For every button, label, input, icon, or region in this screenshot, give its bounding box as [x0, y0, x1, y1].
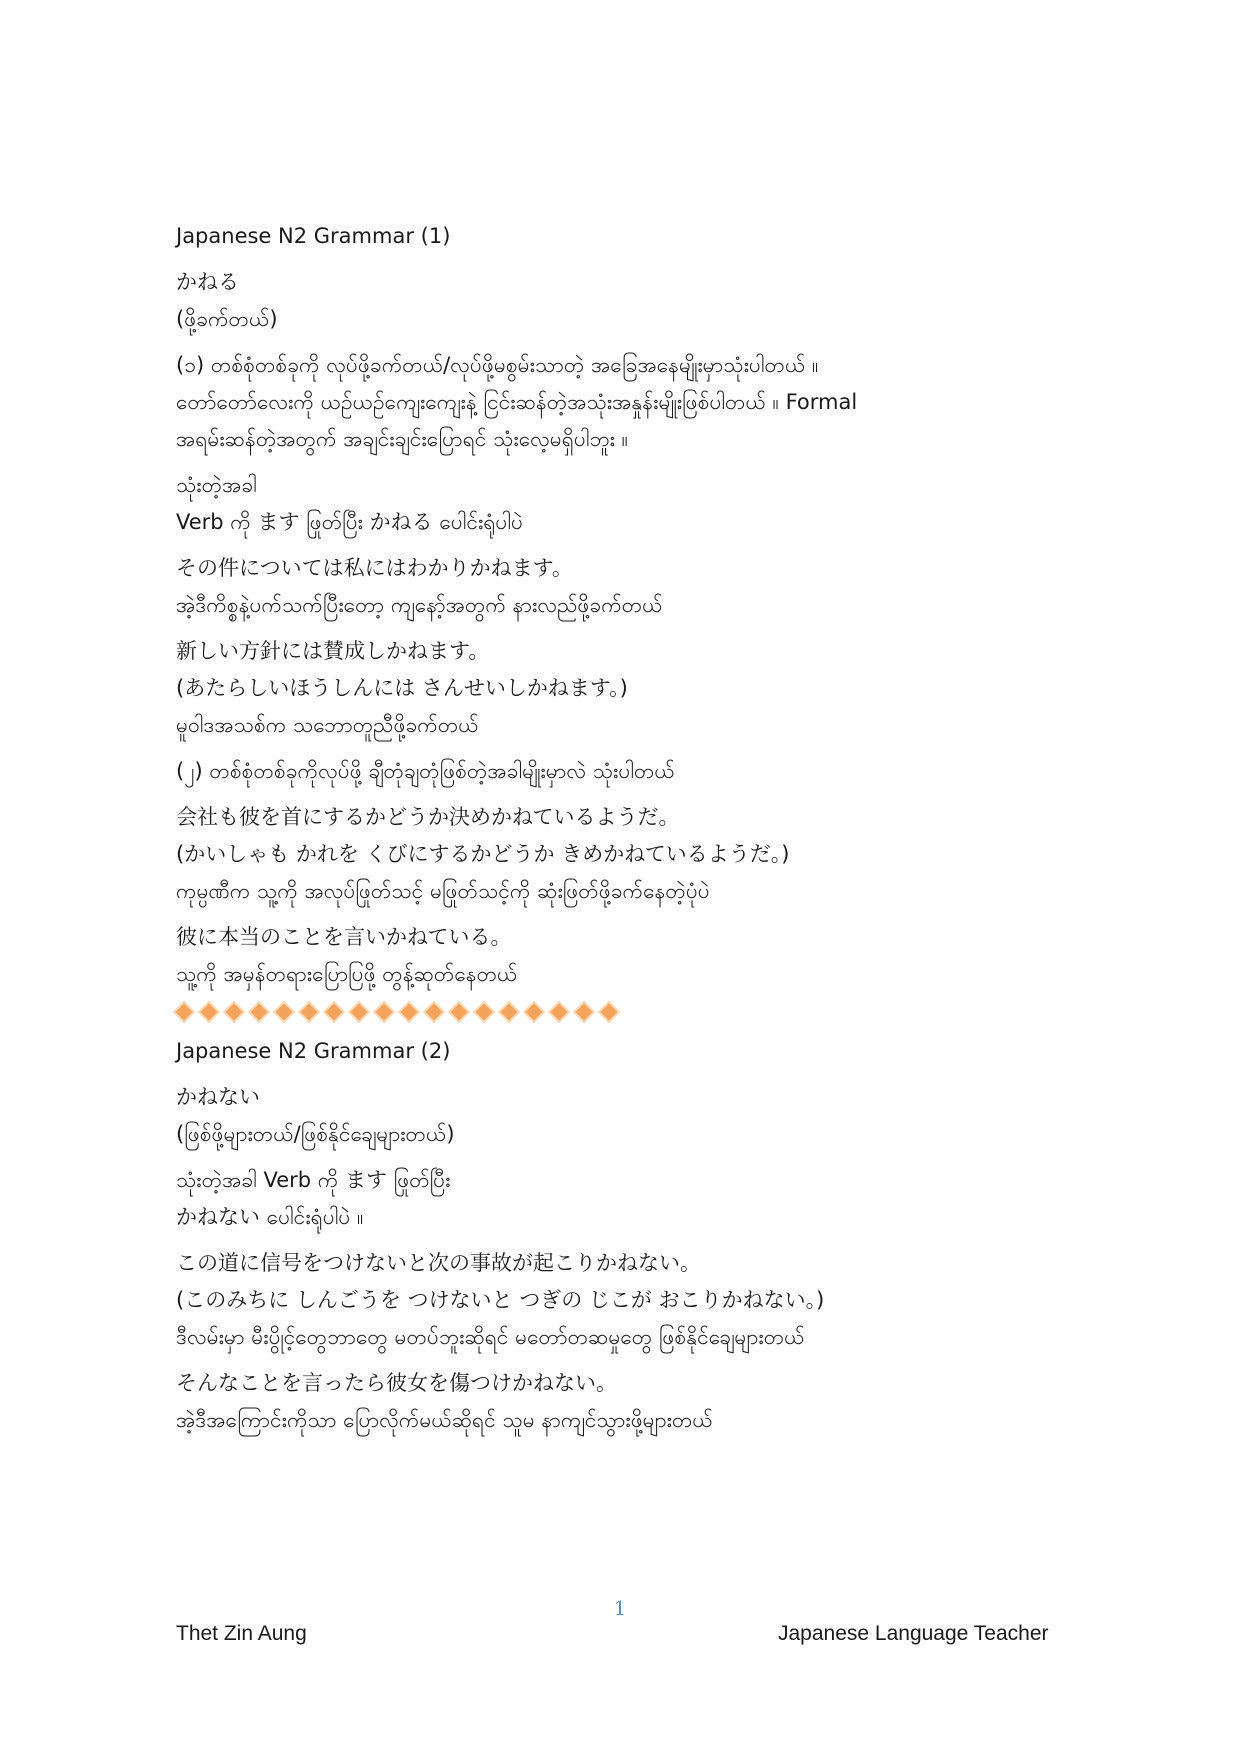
- example-3-myanmar: ကုမ္ပဏီက သူ့ကို အလုပ်ဖြုတ်သင့် မဖြုတ်သင့်ကို ဆုံးဖြတ်ဖို့ခက်နေတဲ့ပုံပဲ: [176, 879, 710, 903]
- divider-diamond-icon: [451, 1004, 468, 1021]
- section-2-example-1-japanese: この道に信号をつけないと次の事故が起こりかねない。: [176, 1251, 701, 1275]
- example-4-japanese: 彼に本当のことを言いかねている。: [176, 925, 512, 949]
- example-4-myanmar: သူ့ကို အမှန်တရားပြောပြဖို့ တွန့်ဆုတ်နေတယ်: [176, 962, 518, 986]
- divider-diamond-icon: [576, 1004, 593, 1021]
- section-2-example-2-japanese: そんなことを言ったら彼女を傷つけかねない。: [176, 1371, 617, 1395]
- divider-diamond-icon: [301, 1004, 318, 1021]
- divider-diamond-icon: [501, 1004, 518, 1021]
- example-1-myanmar: အဲ့ဒီကိစ္စနဲ့ပက်သက်ပြီးတော့ ကျနော့်အတွက် နားလည်ဖို့ခက်တယ်: [176, 593, 663, 617]
- usage-rule: Verb ကို ます ဖြုတ်ပြီး かねる ပေါင်းရုံပါပဲ: [176, 510, 523, 534]
- page-number: 1: [613, 1596, 627, 1620]
- example-2-japanese: 新しい方針には賛成しかねます。: [176, 639, 490, 663]
- example-2-reading: (あたらしいほうしんには さんせいしかねます。): [176, 676, 628, 700]
- divider-diamond-icon: [376, 1004, 393, 1021]
- divider-diamond-icon: [276, 1004, 293, 1021]
- divider-diamond-icon: [326, 1004, 343, 1021]
- divider-diamond-icon: [226, 1004, 243, 1021]
- section-2-meaning: (ဖြစ်ဖို့များတယ်/ဖြစ်နိုင်ချေများတယ်): [176, 1122, 455, 1146]
- divider-diamond-icon: [251, 1004, 268, 1021]
- divider-diamond-icon: [526, 1004, 543, 1021]
- example-3-japanese: 会社も彼を首にするかどうか決めかねているようだ。: [176, 805, 680, 829]
- section-2-usage-continued: かねない ပေါင်းရုံပါပဲ ။: [176, 1205, 364, 1229]
- explanation-line-2: တော်တော်လေးကို ယဉ်ယဉ်ကျေးကျေးနဲ့ ငြင်းဆန်တဲ့အသုံးအနှုန်းမျိုးဖြစ်ပါတယ် ။ Formal: [176, 390, 858, 414]
- footer-author: Thet Zin Aung: [176, 1622, 307, 1645]
- divider-diamond-icon: [401, 1004, 418, 1021]
- section-2-title: Japanese N2 Grammar (2): [176, 1039, 451, 1063]
- explanation-line-1: (၁) တစ်စုံတစ်ခုကို လုပ်ဖို့ခက်တယ်/လုပ်ဖို့မစွမ်းသာတဲ့ အခြေအနေမျိုးမှာသုံးပါတယ် ။: [176, 353, 819, 377]
- section-2-pattern: かねない: [176, 1085, 260, 1109]
- divider-diamond-icon: [551, 1004, 568, 1021]
- divider-diamond-icon: [476, 1004, 493, 1021]
- footer-role: Japanese Language Teacher: [778, 1622, 1049, 1645]
- example-1-japanese: その件については私にはわかりかねます。: [176, 556, 573, 580]
- usage-label: သုံးတဲ့အခါ: [176, 473, 257, 497]
- section-2-example-1-reading: (このみちに しんごうを つけないと つぎの じこが おこりかねない。): [176, 1288, 825, 1312]
- section-1-meaning: (ဖို့ခက်တယ်): [176, 307, 278, 331]
- section-2-usage: သုံးတဲ့အခါ Verb ကို ます ဖြုတ်ပြီး: [176, 1168, 451, 1192]
- section-2-example-1-myanmar: ဒီလမ်းမှာ မီးပွိုင့်တွေဘာတွေ မတပ်ဘူးဆိုရင် မတော်တဆမှုတွေ ဖြစ်နိုင်ချေများတယ်: [176, 1325, 805, 1349]
- divider-diamond-icon: [201, 1004, 218, 1021]
- section-1-pattern: かねる: [176, 270, 239, 294]
- divider-diamond-icon: [426, 1004, 443, 1021]
- divider-diamond-icon: [351, 1004, 368, 1021]
- divider-diamond-icon: [176, 1004, 193, 1021]
- document-body: [176, 218, 1076, 1439]
- example-3-reading: (かいしゃも かれを くびにするかどうか きめかねているようだ。): [176, 842, 790, 866]
- explanation-line-3: အရမ်းဆန်တဲ့အတွက် အချင်းချင်းပြောရင် သုံးလေ့မရှိပါဘူး ။: [176, 427, 629, 451]
- example-2-myanmar: မူဝါဒအသစ်က သဘောတူညီဖို့ခက်တယ်: [176, 713, 479, 737]
- section-1-title: Japanese N2 Grammar (1): [176, 224, 451, 248]
- point-2: (၂) တစ်စုံတစ်ခုကိုလုပ်ဖို့ ချီတုံချတုံဖြစ်တဲ့အခါမျိုးမှာလဲ သုံးပါတယ်: [176, 759, 675, 783]
- divider-diamond-icon: [601, 1004, 618, 1021]
- section-2-example-2-myanmar: အဲ့ဒီအကြောင်းကိုသာ ပြောလိုက်မယ်ဆိုရင် သူမ နာကျင်သွားဖို့များတယ်: [176, 1408, 713, 1432]
- decorative-diamond-divider: [176, 997, 1076, 1027]
